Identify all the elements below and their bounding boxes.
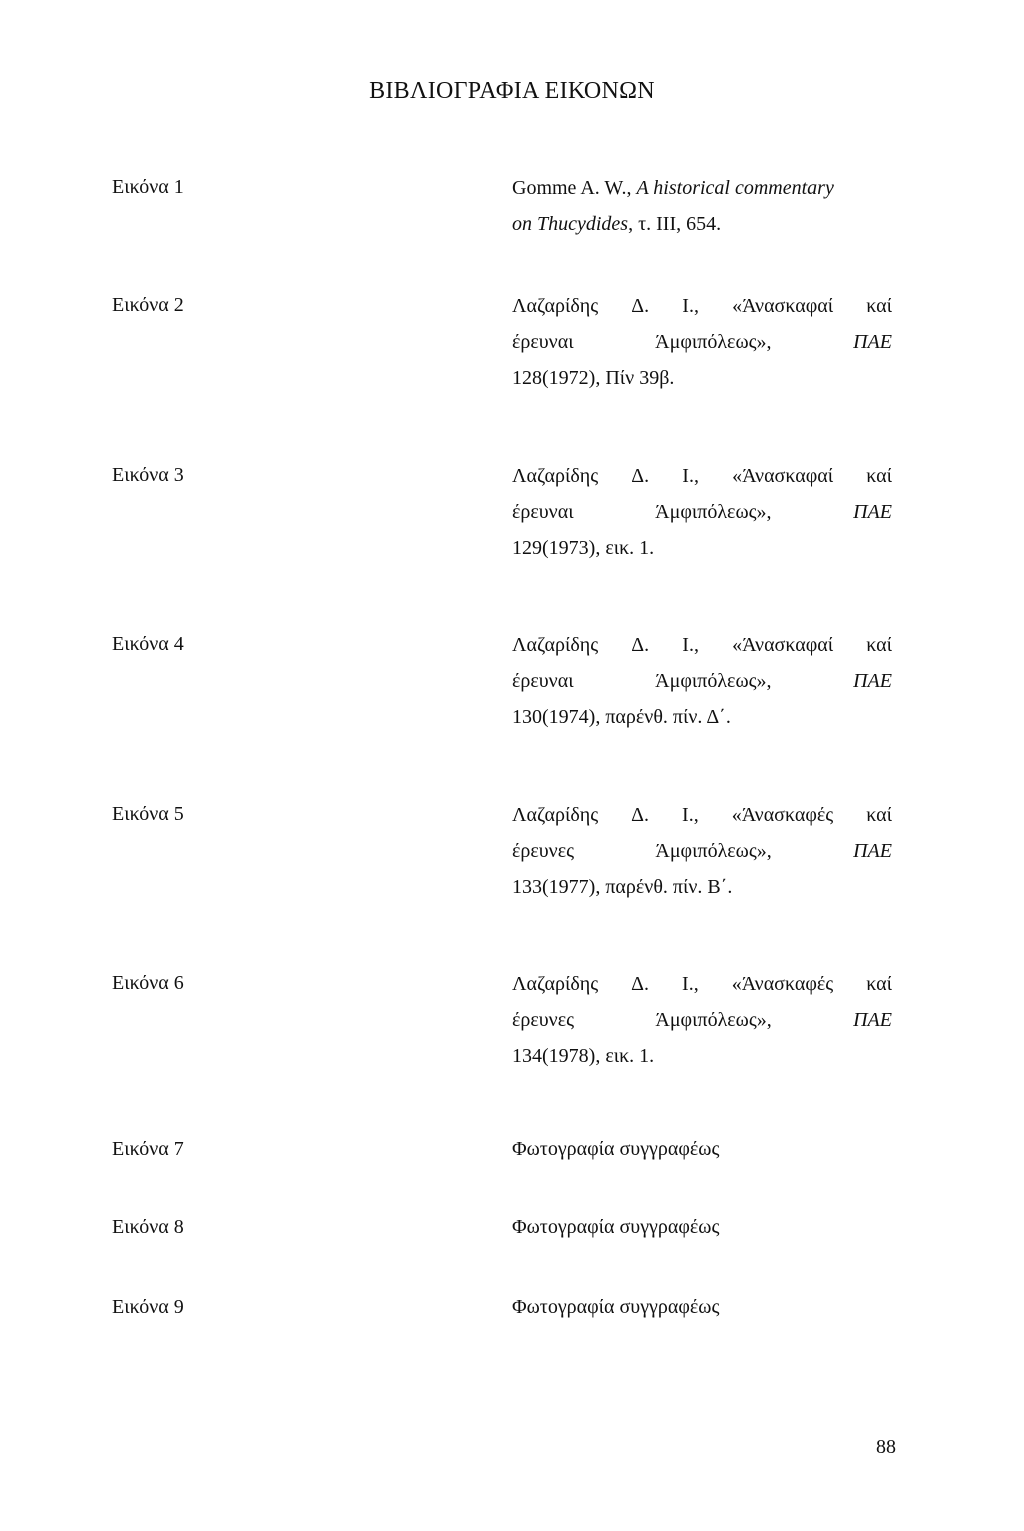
reference-citation: 134(1978), εικ. 1.: [512, 1045, 655, 1067]
reference-line: [512, 972, 892, 1008]
reference-line: [512, 633, 892, 669]
reference-author: Λαζαρίδης: [512, 634, 599, 656]
reference-text: [512, 464, 892, 572]
reference-citation: 133(1977), παρένθ. πίν. Β΄.: [512, 876, 733, 898]
reference-journal: ΠΑΕ: [853, 840, 892, 862]
reference-text: [512, 176, 892, 248]
reference-initial: Δ.: [631, 973, 650, 995]
reference-word: Άμφιπόλεως»,: [655, 670, 772, 692]
reference-title: A historical commentary: [636, 177, 834, 199]
reference-title-cont: on Thucydides: [512, 213, 629, 235]
reference-word: «Άνασκαφαί: [732, 295, 834, 317]
reference-text: [512, 294, 892, 402]
reference-author: Λαζαρίδης: [512, 804, 599, 826]
reference-text: Φωτογραφία συγγραφέως: [512, 1216, 720, 1238]
reference-text: [512, 972, 892, 1080]
reference-word: καί: [866, 804, 892, 826]
reference-journal: ΠΑΕ: [853, 670, 892, 692]
reference-initial: Ι.,: [682, 634, 699, 656]
reference-word: «Άνασκαφές: [731, 973, 834, 995]
reference-line: [512, 500, 892, 536]
reference-line: [512, 669, 892, 705]
reference-line: [512, 212, 892, 248]
reference-text: Φωτογραφία συγγραφέως: [512, 1138, 720, 1160]
reference-text: [512, 803, 892, 911]
reference-line: [512, 330, 892, 366]
reference-word: έρευναι: [512, 670, 574, 692]
reference-author: Λαζαρίδης: [512, 973, 599, 995]
reference-word: «Άνασκαφές: [731, 804, 834, 826]
reference-initial: Ι.,: [682, 295, 699, 317]
reference-line: [512, 1044, 892, 1080]
reference-word: καί: [866, 973, 892, 995]
reference-initial: Δ.: [631, 465, 650, 487]
reference-word: έρευνες: [512, 840, 575, 862]
reference-citation: 130(1974), παρένθ. πίν. Δ΄.: [512, 706, 731, 728]
figure-label: Εικόνα 1: [112, 176, 184, 198]
reference-citation: 128(1972), Πίν 39β.: [512, 367, 675, 389]
reference-text: [512, 633, 892, 741]
reference-line: [512, 536, 892, 572]
figure-label: Εικόνα 8: [112, 1216, 184, 1238]
reference-initial: Δ.: [631, 634, 650, 656]
reference-initial: Ι.,: [682, 973, 699, 995]
reference-line: [512, 803, 892, 839]
figure-label: Εικόνα 4: [112, 633, 184, 655]
reference-citation: 129(1973), εικ. 1.: [512, 537, 655, 559]
reference-line: [512, 176, 892, 212]
reference-word: έρευναι: [512, 331, 574, 353]
reference-journal: ΠΑΕ: [853, 501, 892, 523]
reference-word: Άμφιπόλεως»,: [655, 840, 772, 862]
reference-journal: ΠΑΕ: [853, 331, 892, 353]
page-number: 88: [876, 1436, 896, 1458]
reference-word: έρευνες: [512, 1009, 575, 1031]
reference-initial: Δ.: [631, 295, 650, 317]
reference-text: Φωτογραφία συγγραφέως: [512, 1296, 720, 1318]
reference-line: [512, 1008, 892, 1044]
reference-initial: Ι.,: [682, 804, 699, 826]
figure-label: Εικόνα 3: [112, 464, 184, 486]
figure-label: Εικόνα 2: [112, 294, 184, 316]
reference-author: Λαζαρίδης: [512, 465, 599, 487]
reference-word: Άμφιπόλεως»,: [655, 331, 772, 353]
reference-citation: , τ. III, 654.: [628, 213, 722, 235]
reference-word: καί: [866, 634, 892, 656]
reference-line: [512, 294, 892, 330]
reference-journal: ΠΑΕ: [853, 1009, 892, 1031]
reference-line: [512, 705, 892, 741]
reference-author: Gomme A. W.,: [512, 177, 637, 199]
reference-word: καί: [866, 465, 892, 487]
reference-word: Άμφιπόλεως»,: [655, 501, 772, 523]
reference-word: «Άνασκαφαί: [732, 465, 834, 487]
reference-line: [512, 839, 892, 875]
reference-initial: Δ.: [631, 804, 650, 826]
figure-label: Εικόνα 5: [112, 803, 184, 825]
reference-word: έρευναι: [512, 501, 574, 523]
figure-label: Εικόνα 7: [112, 1138, 184, 1160]
page-title: ΒΙΒΛΙΟΓΡΑΦΙΑ ΕΙΚΟΝΩΝ: [369, 78, 655, 104]
reference-line: [512, 464, 892, 500]
reference-line: [512, 366, 892, 402]
figure-label: Εικόνα 9: [112, 1296, 184, 1318]
reference-word: Άμφιπόλεως»,: [655, 1009, 772, 1031]
reference-line: [512, 875, 892, 911]
reference-word: καί: [866, 295, 892, 317]
reference-author: Λαζαρίδης: [512, 295, 599, 317]
figure-label: Εικόνα 6: [112, 972, 184, 994]
reference-initial: Ι.,: [682, 465, 699, 487]
reference-word: «Άνασκαφαί: [732, 634, 834, 656]
